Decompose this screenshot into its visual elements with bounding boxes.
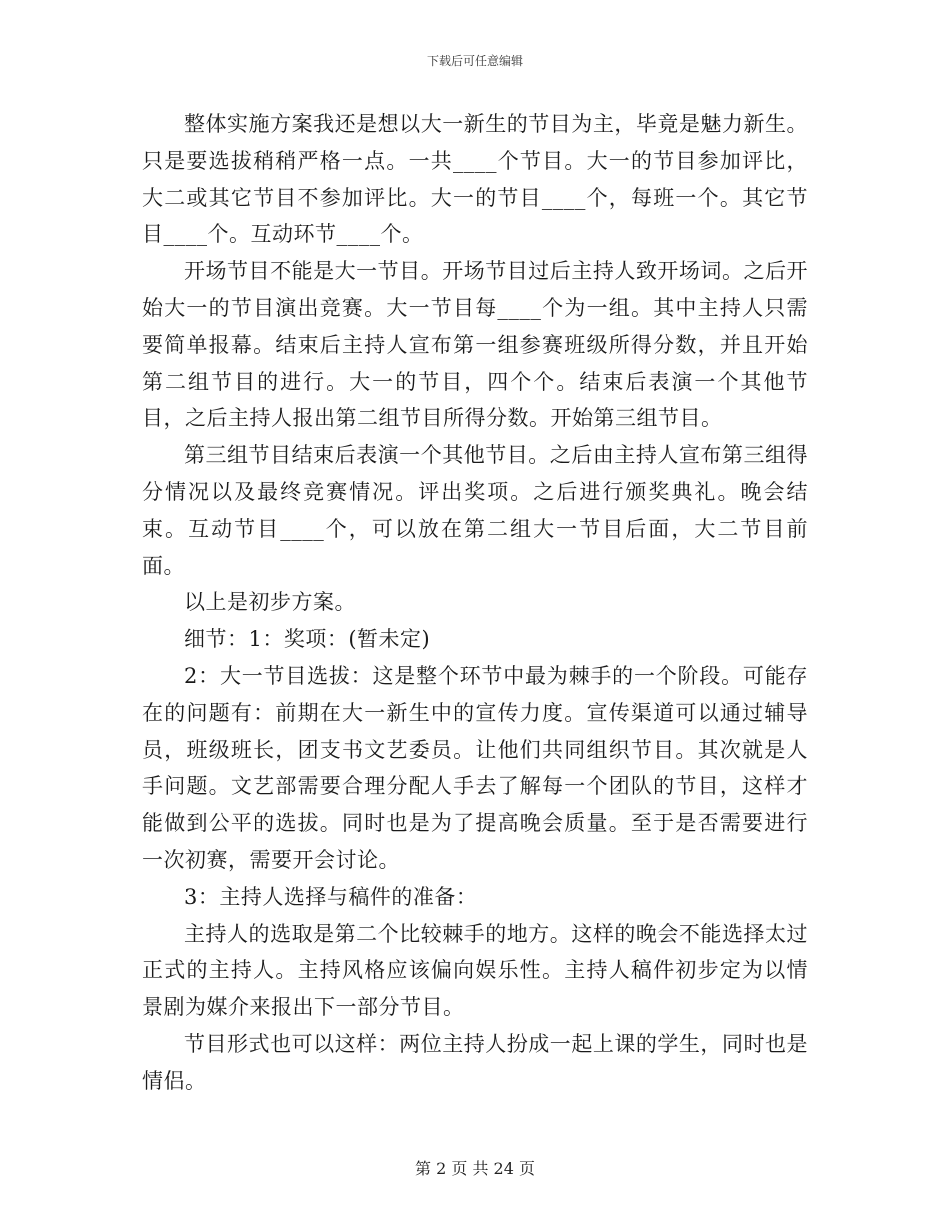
- paragraph-implementation-plan: 整体实施方案我还是想以大一新生的节目为主，毕竟是魅力新生。只是要选拔稍稍严格一点。一共____个节目。大一的节目参加评比，大二或其它节目不参加评比。大一的节目____个，每班一个。其它节目____个。互动环节____个。: [142, 112, 808, 247]
- page-header: 下载后可任意编辑: [426, 54, 523, 68]
- paragraph-host-heading: 3：主持人选择与稿件的准备：: [184, 884, 478, 909]
- paragraph-program-format: 节目形式也可以这样：两位主持人扮成一起上课的学生，同时也是情侣。: [142, 1031, 808, 1093]
- paragraph-preliminary-plan: 以上是初步方案。: [184, 590, 356, 615]
- paragraph-opening-program: 开场节目不能是大一节目。开场节目过后主持人致开场词。之后开始大一的节目演出竞赛。大一节目每____个为一组。其中主持人只需要简单报幕。结束后主持人宣布第一组参赛班级所得分数，并且开始第二组节目的进行。大一的节目，四个个。结束后表演一个其他节目，之后主持人报出第二组节目所得分数。开始第三组节目。: [142, 259, 808, 431]
- paragraph-host-selection: 主持人的选取是第二个比较棘手的地方。这样的晚会不能选择太过正式的主持人。主持风格应该偏向娱乐性。主持人稿件初步定为以情景剧为媒介来报出下一部分节目。: [142, 921, 808, 1020]
- paragraph-details-awards: 细节：1：奖项：(暂未定): [184, 627, 431, 652]
- paragraph-freshman-selection: 2：大一节目选拔：这是整个环节中最为棘手的一个阶段。可能存在的问题有：前期在大一新生中的宣传力度。宣传渠道可以通过辅导员，班级班长，团支书文艺委员。让他们共同组织节目。其次就是人手问题。文艺部需要合理分配人手去了解每一个团队的节目，这样才能做到公平的选拔。同时也是为了提高晚会质量。至于是否需要进行一次初赛，需要开会讨论。: [142, 663, 808, 872]
- page-number: 第 2 页 共 24 页: [415, 1159, 535, 1178]
- document-body: [142, 106, 808, 1100]
- paragraph-third-group: 第三组节目结束后表演一个其他节目。之后由主持人宣布第三组得分情况以及最终竞赛情况。评出奖项。之后进行颁奖典礼。晚会结束。互动节目____个，可以放在第二组大一节目后面，大二节目前面。: [142, 443, 808, 578]
